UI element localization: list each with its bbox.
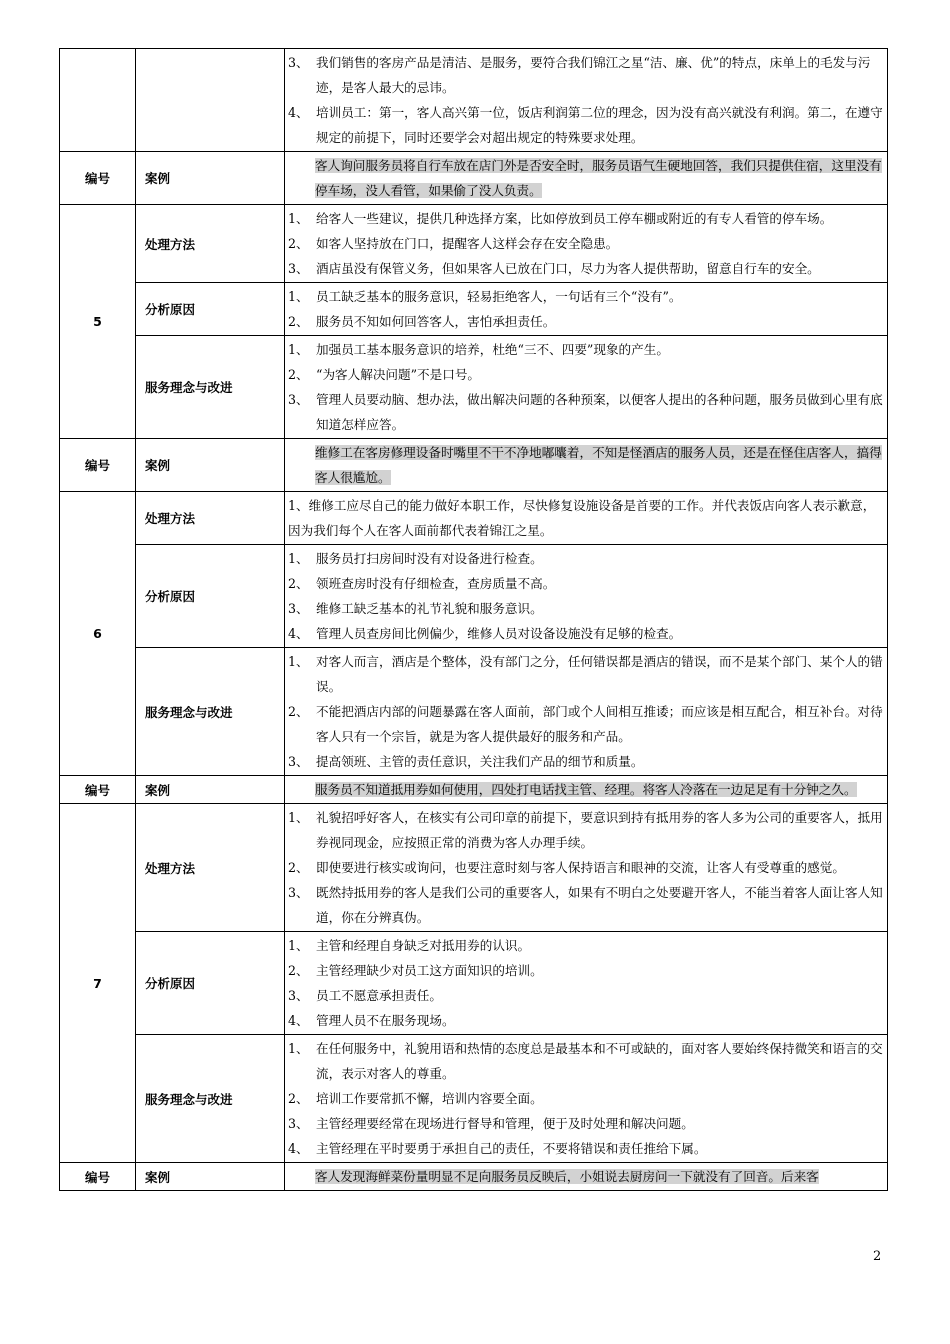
list-item: 2、 即使要进行核实或询问，也要注意时刻与客人保持语言和眼神的交流，让客人有受尊重的感觉。 (288, 860, 845, 875)
list-item: 1、 加强员工基本服务意识的培养，杜绝“三不、四要”现象的产生。 (288, 342, 669, 357)
header-number-label: 编号 (60, 439, 136, 492)
list-item: 2、 服务员不知如何回答客人，害怕承担责任。 (288, 314, 556, 329)
idea-label: 服务理念与改进 (136, 336, 285, 439)
case-number: 6 (60, 492, 136, 776)
list-item: 3、 提高领班、主管的责任意识，关注我们产品的细节和质量。 (288, 754, 644, 769)
list-item: 3、 酒店虽没有保管义务，但如果客人已放在门口，尽力为客人提供帮助，留意自行车的安全。 (288, 261, 820, 276)
table-row (60, 336, 888, 439)
header-number-label: 编号 (60, 776, 136, 804)
table-row (60, 804, 888, 932)
method-label: 处理方法 (136, 804, 285, 932)
list-item: 1、 礼貌招呼好客人，在核实有公司印章的前提下，要意识到持有抵用券的客人多为公司的重要客人，抵用券视同现金，应按照正常的消费为客人办理手续。 (288, 810, 883, 850)
case-text: 客人询问服务员将自行车放在店门外是否安全时，服务员语气生硬地回答，我们只提供住宿，这里没有停车场，没人看管，如果偷了没人负责。 (315, 158, 882, 198)
header-case-label: 案例 (136, 439, 285, 492)
list-item: 3、 维修工缺乏基本的礼节礼貌和服务意识。 (288, 601, 543, 616)
table-row (60, 1035, 888, 1163)
table-row (60, 205, 888, 283)
table-row (60, 492, 888, 545)
list-item: 2、 主管经理缺少对员工这方面知识的培训。 (288, 963, 543, 978)
case-number: 5 (60, 205, 136, 439)
case-header-row (60, 1163, 888, 1191)
header-case-label: 案例 (136, 152, 285, 205)
method-text: 1、维修工应尽自己的能力做好本职工作，尽快修复设施设备是首要的工作。并代表饭店向客人表示歉意，因为我们每个人在客人面前都代表着锦江之星。 (288, 498, 876, 538)
list-item: 2、 领班查房时没有仔细检查，查房质量不高。 (288, 576, 556, 591)
idea-label: 服务理念与改进 (136, 1035, 285, 1163)
list-item: 1、 给客人一些建议，提供几种选择方案，比如停放到员工停车棚或附近的有专人看管的停车场。 (288, 211, 833, 226)
header-case-label: 案例 (136, 1163, 285, 1191)
list-item: 2、 不能把酒店内部的问题暴露在客人面前，部门或个人间相互推诿；而应该是相互配合，相互补台。对待客人只有一个宗旨，就是为客人提供最好的服务和产品。 (288, 704, 883, 744)
table-row (60, 545, 888, 648)
method-label: 处理方法 (136, 205, 285, 283)
list-item: 3、 主管经理要经常在现场进行督导和管理，便于及时处理和解决问题。 (288, 1116, 694, 1131)
list-item: 4、 主管经理在平时要勇于承担自己的责任，不要将错误和责任推给下属。 (288, 1141, 707, 1156)
reason-label: 分析原因 (136, 283, 285, 336)
list-item: 3、 管理人员要动脑、想办法，做出解决问题的各种预案，以便客人提出的各种问题，服务员做到心里有底知道怎样应答。 (288, 392, 883, 432)
header-number-label: 编号 (60, 1163, 136, 1191)
list-item: 1、 主管和经理自身缺乏对抵用券的认识。 (288, 938, 531, 953)
reason-label: 分析原因 (136, 932, 285, 1035)
list-item: 2、 “为客人解决问题”不是口号。 (288, 367, 481, 382)
case-header-row (60, 439, 888, 492)
list-cell (285, 49, 888, 152)
case-header-row (60, 776, 888, 804)
list-item: 4、 管理人员不在服务现场。 (288, 1013, 455, 1028)
list-item: 1、 在任何服务中，礼貌用语和热情的态度总是最基本和不可或缺的，面对客人要始终保持微笑和语言的交流，表示对客人的尊重。 (288, 1041, 883, 1081)
table-row (60, 49, 888, 152)
list-item: 4、 管理人员查房间比例偏少，维修人员对设备设施没有足够的检查。 (288, 626, 682, 641)
list-item: 1、 对客人而言，酒店是个整体，没有部门之分，任何错误都是酒店的错误，而不是某个部门、某个人的错误。 (288, 654, 883, 694)
page-number: 2 (873, 1249, 882, 1264)
case-table (59, 48, 888, 1191)
list-item: 1、 服务员打扫房间时没有对设备进行检查。 (288, 551, 543, 566)
list-item: 1、 员工缺乏基本的服务意识，轻易拒绝客人，一句话有三个“没有”。 (288, 289, 682, 304)
list-item: 2、 如客人坚持放在门口，提醒客人这样会存在安全隐患。 (288, 236, 619, 251)
header-number-label: 编号 (60, 152, 136, 205)
case-number: 7 (60, 804, 136, 1163)
list-item: 4、 培训员工：第一，客人高兴第一位，饭店利润第二位的理念，因为没有高兴就没有利润。第二，在遵守规定的前提下，同时还要学会对超出规定的特殊要求处理。 (288, 105, 883, 145)
list-item: 3、 既然持抵用券的客人是我们公司的重要客人，如果有不明白之处要避开客人，不能当着客人面让客人知道，你在分辨真伪。 (288, 885, 883, 925)
case-text: 客人发现海鲜菜份量明显不足向服务员反映后，小姐说去厨房问一下就没有了回音。后来客 (315, 1169, 819, 1184)
method-label: 处理方法 (136, 492, 285, 545)
list-item: 3、 我们销售的客房产品是清洁、是服务，要符合我们锦江之星“洁、廉、优”的特点，床单上的毛发与污迹，是客人最大的忌讳。 (288, 55, 871, 95)
table-row (60, 283, 888, 336)
case-header-row (60, 152, 888, 205)
page (59, 48, 887, 1191)
list-item: 2、 培训工作要常抓不懈，培训内容要全面。 (288, 1091, 543, 1106)
reason-label: 分析原因 (136, 545, 285, 648)
table-row (60, 648, 888, 776)
table-row (60, 932, 888, 1035)
idea-label: 服务理念与改进 (136, 648, 285, 776)
case-text: 服务员不知道抵用券如何使用，四处打电话找主管、经理。将客人冷落在一边足足有十分钟之久。 (315, 782, 857, 797)
case-text: 维修工在客房修理设备时嘴里不干不净地嘟囔着，不知是怪酒店的服务人员，还是在怪住店客人，搞得客人很尴尬。 (315, 445, 882, 485)
header-case-label: 案例 (136, 776, 285, 804)
list-item: 3、 员工不愿意承担责任。 (288, 988, 442, 1003)
